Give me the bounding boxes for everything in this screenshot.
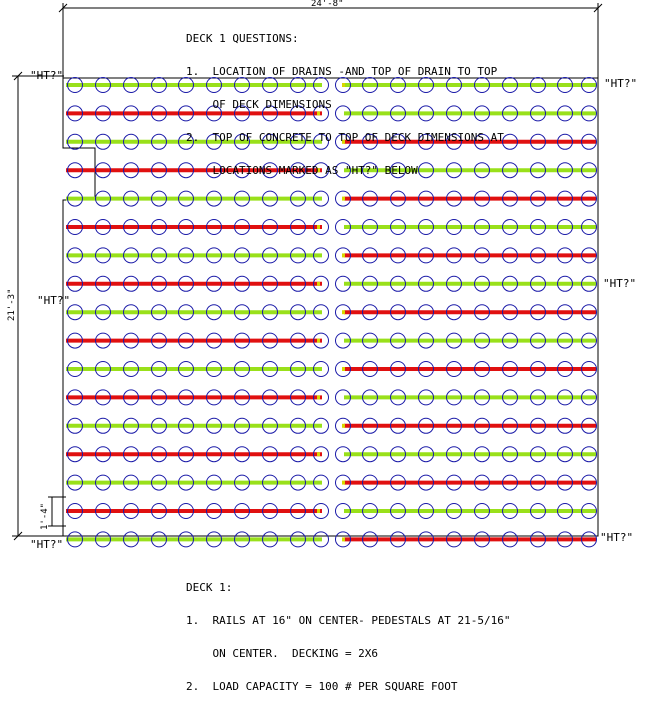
rail-row	[66, 362, 597, 377]
ht-label-mid-left: "HT?"	[37, 294, 71, 307]
rail-row	[66, 191, 597, 206]
rail-row	[66, 305, 597, 320]
splice-marker	[342, 197, 345, 201]
rail-row	[66, 504, 597, 519]
rail-row	[66, 447, 597, 462]
splice-marker	[342, 367, 345, 371]
splice-marker	[317, 339, 320, 343]
ht-label-mid-right: "HT?"	[603, 277, 637, 290]
height-dimension-label: 21'-3"	[7, 288, 17, 321]
ht-label-bottom-right: "HT?"	[600, 531, 634, 544]
deck-notes-title: DECK 1:	[186, 581, 233, 594]
ht-label-top-right: "HT?"	[604, 77, 638, 90]
splice-marker	[317, 225, 320, 229]
questions-item: 2. TOP OF CONCRETE TO TOP OF DECK DIMENSIONS AT	[186, 131, 504, 144]
questions-item: OF DECK DIMENSIONS	[186, 98, 332, 111]
questions-item: LOCATIONS MARKED AS "HT?" BELOW	[186, 164, 418, 177]
rail-row	[66, 390, 597, 405]
small-dimension	[40, 497, 66, 530]
rail-row	[66, 220, 597, 235]
splice-marker	[342, 310, 345, 314]
rail-row	[66, 418, 597, 433]
deck-notes-item: 1. RAILS AT 16" ON CENTER- PEDESTALS AT 21-5/16"	[186, 614, 511, 627]
width-dimension-label: 24'-8"	[311, 0, 344, 9]
ht-label-bottom-left: "HT?"	[30, 538, 64, 551]
splice-marker	[317, 452, 320, 456]
small-dimension-label: 1'-4"	[40, 502, 50, 530]
deck-notes-block	[186, 560, 511, 703]
splice-marker	[342, 481, 345, 485]
deck-notes-item: 2. LOAD CAPACITY = 100 # PER SQUARE FOOT	[186, 680, 458, 693]
splice-marker	[342, 537, 345, 541]
rail-row	[66, 276, 597, 291]
splice-marker	[317, 282, 320, 286]
splice-marker	[342, 424, 345, 428]
splice-marker	[317, 509, 320, 513]
rail-row	[66, 248, 597, 263]
ht-label-top-left: "HT?"	[30, 69, 64, 82]
questions-block	[186, 11, 504, 187]
deck-notes-item: ON CENTER. DECKING = 2X6	[186, 647, 379, 660]
splice-marker	[317, 395, 320, 399]
questions-item: 1. LOCATION OF DRAINS -AND TOP OF DRAIN TO TOP	[186, 65, 498, 78]
rail-row	[66, 333, 597, 348]
questions-title: DECK 1 QUESTIONS:	[186, 32, 299, 45]
rail-row	[66, 475, 597, 490]
splice-marker	[342, 253, 345, 257]
rail-row	[66, 532, 597, 547]
